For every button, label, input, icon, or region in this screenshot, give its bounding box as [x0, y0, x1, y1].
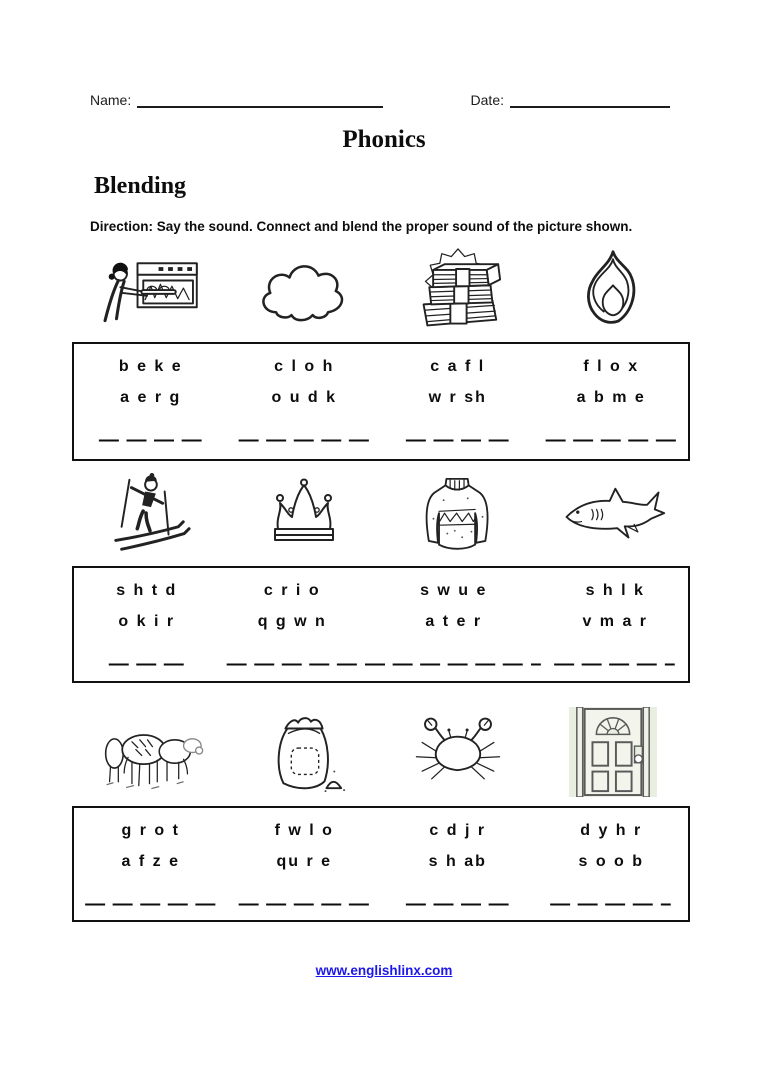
picture-sweater	[414, 470, 502, 560]
answer-blanks: — — — — —	[238, 893, 370, 915]
picture-goats	[93, 710, 205, 794]
flame-icon	[575, 248, 651, 334]
picture-money-stack	[410, 247, 506, 335]
answer-blanks: — — — — –	[550, 893, 673, 915]
answer-blanks: — — — — —	[85, 893, 217, 915]
pictures-row-2	[72, 469, 690, 561]
blend-cell	[220, 579, 366, 681]
name-label: Name:	[90, 92, 132, 108]
pictures-row-1	[72, 247, 690, 335]
answer-blanks: — — — —	[98, 429, 203, 451]
letters-bottom: q g w n	[257, 613, 327, 630]
letters-bottom: s o o b	[578, 853, 645, 870]
crown-icon	[254, 477, 354, 553]
skier-icon	[100, 470, 198, 560]
blend-cell	[74, 355, 228, 459]
letters-bottom: o u d k	[271, 389, 338, 406]
letters-bottom: a e r g	[120, 389, 182, 406]
picture-crown	[254, 477, 354, 553]
blend-cell	[365, 579, 542, 681]
picture-crab	[403, 712, 513, 792]
picture-baker-oven	[91, 248, 207, 334]
letters-bottom: w r sh	[428, 389, 487, 406]
flour-sack-icon	[260, 707, 348, 797]
shark-icon	[559, 481, 667, 549]
answer-blanks: — — — — — — –	[365, 653, 543, 675]
name-blank-line	[137, 93, 383, 108]
letters-top: s h t d	[116, 582, 178, 599]
answer-blanks: — — — —	[405, 893, 510, 915]
letters-bottom: o k i r	[118, 613, 176, 630]
pictures-row-3	[72, 705, 690, 799]
letters-bottom: a b m e	[576, 389, 646, 406]
footer	[0, 962, 768, 980]
picture-cloud	[251, 251, 357, 331]
letters-top: s w u e	[420, 582, 488, 599]
date-field	[471, 93, 670, 108]
letters-top: c r i o	[263, 582, 321, 599]
picture-flame	[575, 248, 651, 334]
letters-bottom: s h ab	[428, 853, 487, 870]
blend-cell	[542, 579, 688, 681]
letters-top: c l o h	[274, 358, 335, 375]
blend-cell	[381, 355, 535, 459]
door-icon	[569, 707, 657, 797]
letters-bottom: v m a r	[582, 613, 649, 630]
answer-blanks: — — — —	[405, 429, 510, 451]
letters-top: s h l k	[585, 582, 645, 599]
direction-text: Direction: Say the sound. Connect and blend the proper sound of the picture shown.	[90, 219, 633, 234]
letters-top: b e k e	[118, 358, 183, 375]
blend-cell	[228, 355, 382, 459]
letter-box-3	[72, 806, 690, 922]
blend-cell	[535, 355, 689, 459]
letters-top: g r o t	[121, 822, 180, 839]
date-label: Date:	[470, 92, 504, 108]
name-field	[90, 93, 383, 108]
blend-cell	[74, 579, 220, 681]
cloud-icon	[251, 251, 357, 331]
answer-blanks: — — —	[108, 653, 185, 675]
letters-top: c a f l	[430, 358, 486, 375]
letters-top: c d j r	[429, 822, 487, 839]
money-stack-icon	[410, 247, 506, 335]
page-title: Phonics	[342, 126, 426, 153]
blend-cell	[74, 819, 228, 920]
blend-cell	[535, 819, 689, 920]
letters-top: f l o x	[583, 358, 640, 375]
picture-skier	[100, 470, 198, 560]
answer-blanks: — — — — —	[226, 653, 358, 675]
header-row	[0, 0, 768, 108]
letter-box-2	[72, 566, 690, 683]
letters-bottom: a t e r	[425, 613, 483, 630]
letters-top: f w l o	[274, 822, 334, 839]
crab-icon	[403, 712, 513, 792]
letters-top: d y h r	[580, 822, 643, 839]
answer-blanks: — — — — —	[545, 429, 677, 451]
section-heading: Blending	[94, 173, 187, 199]
letters-bottom: qu r e	[276, 853, 333, 870]
answer-blanks: — — — — —	[238, 429, 370, 451]
letter-box-1	[72, 342, 690, 461]
baker-oven-icon	[91, 248, 207, 334]
blend-cell	[228, 819, 382, 920]
letters-bottom: a f z e	[121, 853, 180, 870]
blend-cell	[381, 819, 535, 920]
date-blank-line	[510, 93, 670, 108]
answer-blanks: — — — — –	[554, 653, 677, 675]
picture-flour-sack	[260, 707, 348, 797]
picture-door	[569, 707, 657, 797]
sweater-icon	[414, 470, 502, 560]
picture-shark	[559, 481, 667, 549]
website-link[interactable]: www.englishlinx.com	[315, 963, 453, 978]
goats-icon	[93, 710, 205, 794]
